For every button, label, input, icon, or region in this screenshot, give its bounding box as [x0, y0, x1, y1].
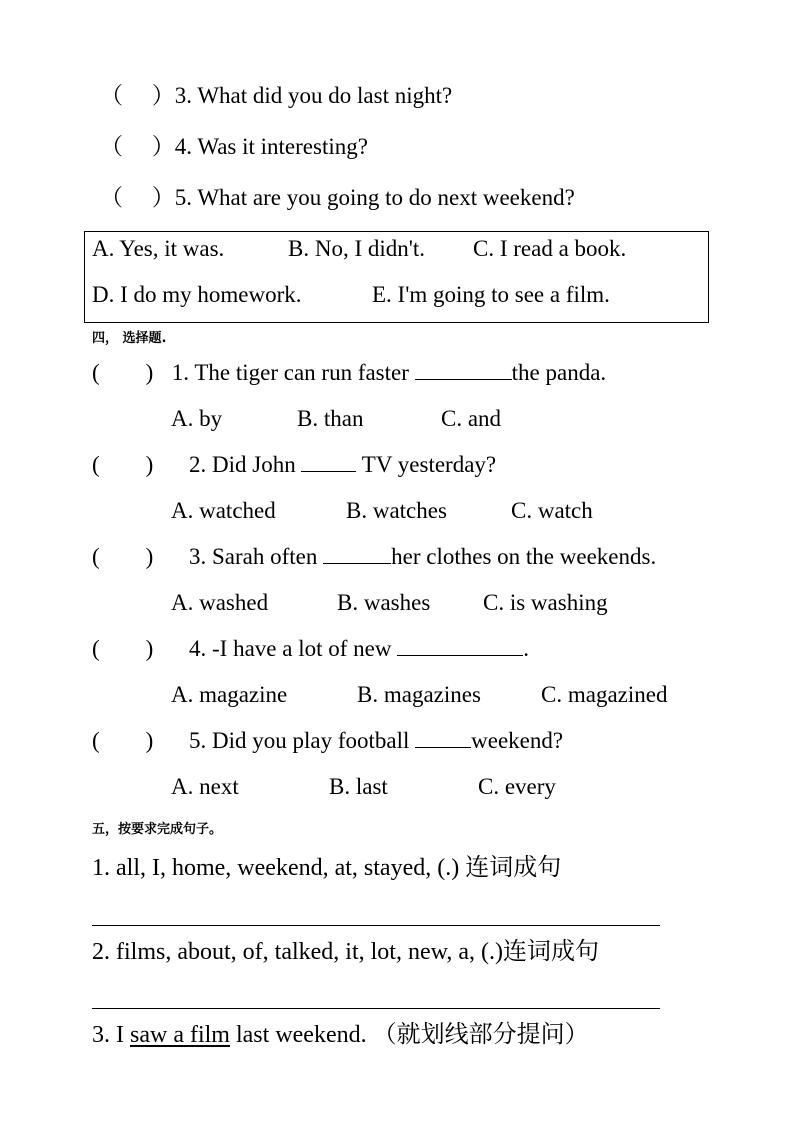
question-text-after: weekend? — [471, 728, 564, 753]
question-text-before: 4. -I have a lot of new — [189, 636, 398, 661]
section-5-heading: 五，按要求完成句子。 — [92, 822, 223, 837]
match-question-4 — [100, 133, 368, 161]
question-text-before: 5. Did you play football — [189, 728, 416, 753]
choice-question-5 — [92, 727, 563, 755]
answer-paren[interactable]: ( ) — [92, 544, 154, 569]
answer-paren[interactable]: （ ） — [100, 83, 175, 108]
question-text-before: 1. The tiger can run faster — [166, 360, 415, 385]
choice-question-1 — [92, 359, 606, 387]
option-c[interactable]: C. every — [478, 774, 556, 799]
option-b[interactable]: B. than — [297, 406, 364, 431]
option-a[interactable]: A. by — [171, 406, 223, 431]
choice-question-3 — [92, 543, 656, 571]
answer-paren[interactable]: ( ) — [92, 452, 154, 477]
answer-paren[interactable]: ( ) — [92, 728, 154, 753]
fill-blank[interactable] — [415, 359, 512, 380]
option-c[interactable]: C. is washing — [483, 590, 608, 615]
question-text-after: TV yesterday? — [356, 452, 497, 477]
question-text: 3. What did you do last night? — [174, 83, 453, 108]
answer-line-1[interactable] — [92, 925, 660, 926]
answer-line-2[interactable] — [92, 1008, 660, 1009]
sentence-task-1: 1. all, I, home, weekend, at, stayed, (.) 连词成句 — [92, 855, 562, 881]
option-b[interactable]: B. magazines — [357, 682, 481, 707]
option-b[interactable]: B. washes — [337, 590, 431, 615]
fill-blank[interactable] — [415, 727, 471, 748]
choice-question-2 — [92, 451, 496, 479]
question-text-after: the panda. — [511, 360, 607, 385]
question-text-after: her clothes on the weekends. — [391, 544, 657, 569]
option-a[interactable]: A. magazine — [171, 682, 288, 707]
answer-option-a: A. Yes, it was. — [92, 236, 225, 261]
option-a[interactable]: A. washed — [171, 590, 269, 615]
choice-question-4 — [92, 635, 529, 663]
option-a[interactable]: A. watched — [171, 498, 276, 523]
answer-paren[interactable]: （ ） — [100, 185, 175, 210]
question-text: 4. Was it interesting? — [174, 134, 368, 159]
match-question-3 — [100, 82, 452, 110]
option-c[interactable]: C. and — [441, 406, 502, 431]
fill-blank[interactable] — [323, 543, 391, 564]
option-b[interactable]: B. last — [329, 774, 388, 799]
answer-option-d: D. I do my homework. — [92, 282, 302, 307]
sentence-task-2: 2. films, about, of, talked, it, lot, new, a, (.)连词成句 — [92, 939, 600, 965]
option-b[interactable]: B. watches — [346, 498, 447, 523]
task-text-pre: 3. I — [92, 1022, 130, 1048]
answer-option-b: B. No, I didn't. — [288, 236, 426, 261]
question-text-before: 2. Did John — [189, 452, 302, 477]
task-text-post: last weekend. （就划线部分提问） — [229, 1022, 589, 1048]
match-question-5 — [100, 184, 575, 212]
section-4-heading: 四， 选择题. — [92, 331, 167, 346]
sentence-task-3 — [92, 1021, 589, 1049]
answer-paren[interactable]: （ ） — [100, 134, 175, 159]
question-text: 5. What are you going to do next weekend? — [174, 185, 575, 210]
question-text-after: . — [523, 636, 529, 661]
option-c[interactable]: C. watch — [511, 498, 593, 523]
option-a[interactable]: A. next — [171, 774, 239, 799]
option-c[interactable]: C. magazined — [541, 682, 668, 707]
answer-option-e: E. I'm going to see a film. — [372, 282, 610, 307]
underlined-phrase: saw a film — [130, 1022, 230, 1048]
question-text-before: 3. Sarah often — [189, 544, 324, 569]
answer-paren[interactable]: ( ) — [92, 636, 154, 661]
answer-option-c: C. I read a book. — [473, 236, 627, 261]
fill-blank[interactable] — [301, 451, 356, 472]
answer-paren[interactable]: ( ) — [92, 360, 154, 385]
fill-blank[interactable] — [397, 635, 523, 656]
